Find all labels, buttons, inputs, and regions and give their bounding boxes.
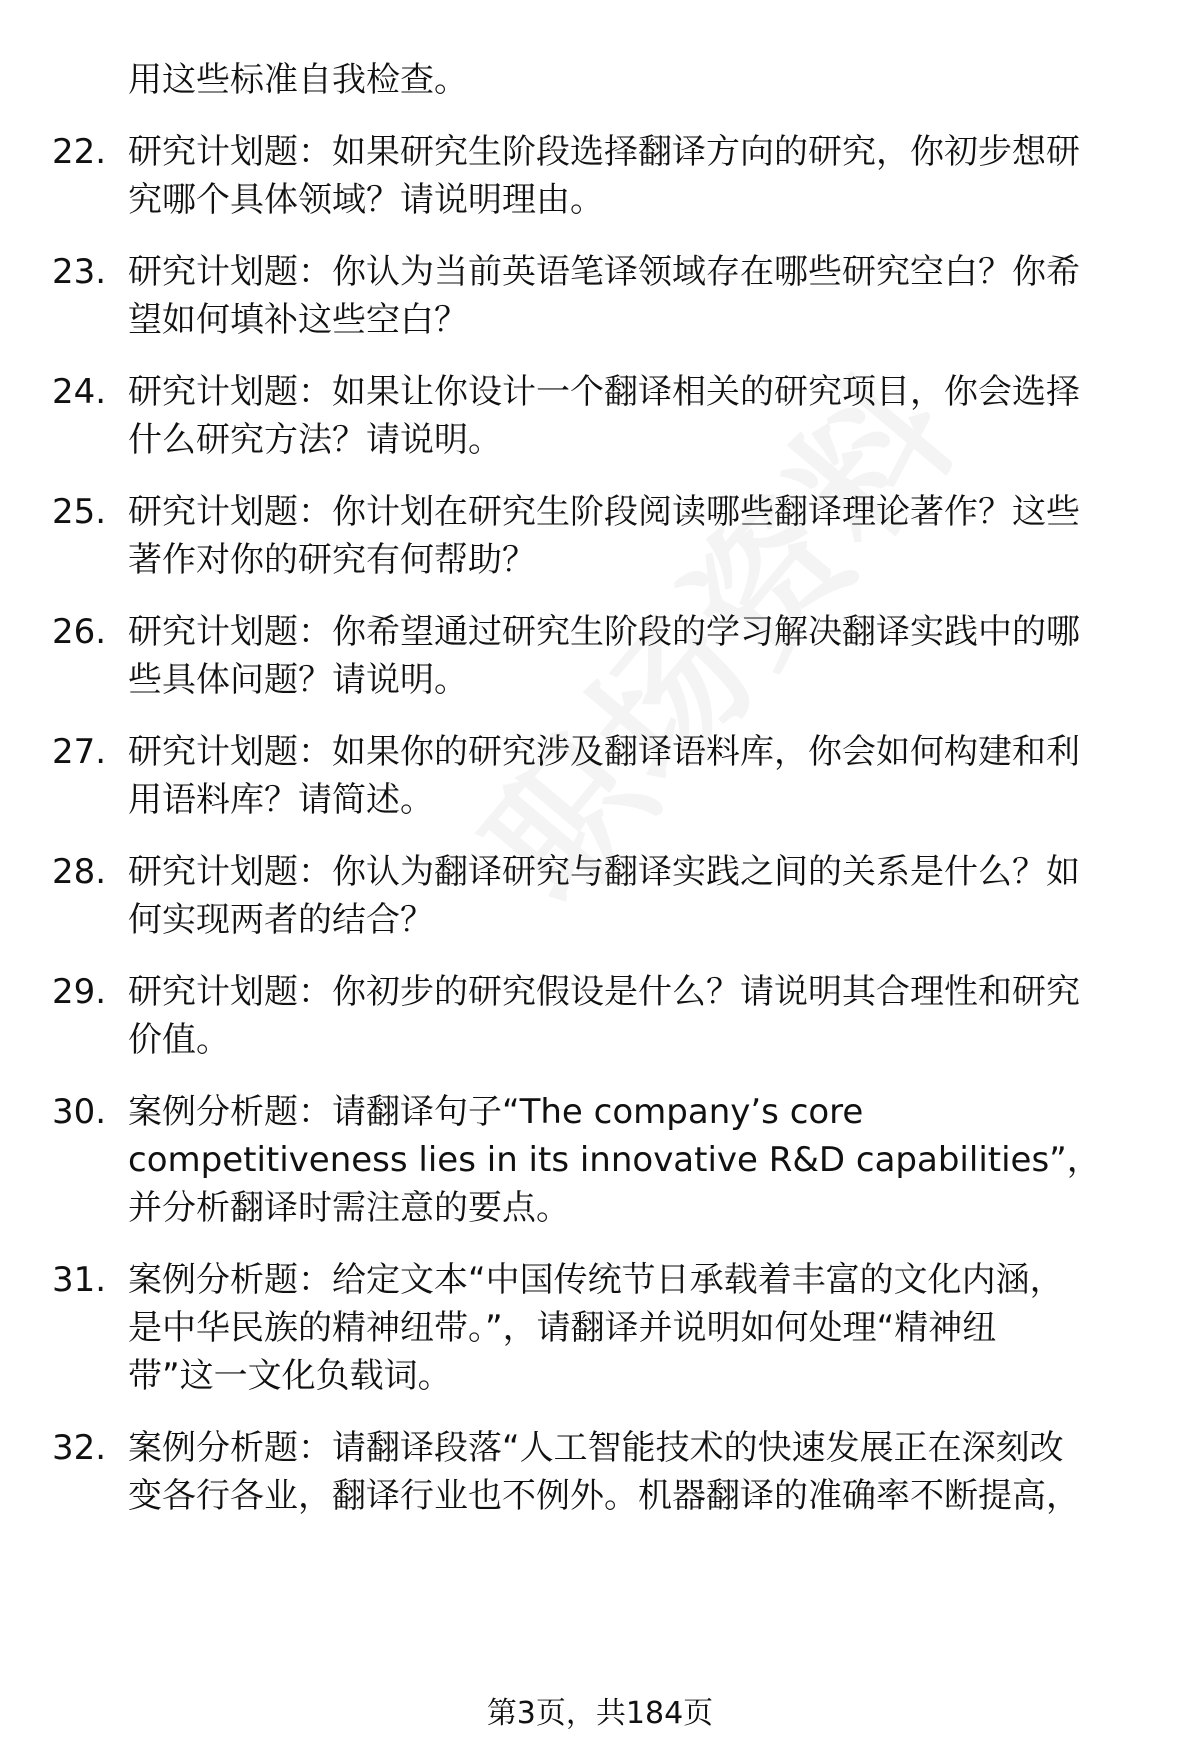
continuation-text: 用这些标准自我检查。 [128, 60, 468, 100]
item-text-line: 研究计划题：你认为当前英语笔译领域存在哪些研究空白？你希 [128, 252, 1080, 292]
item-text-line: 案例分析题：请翻译句子“The company’s core [128, 1092, 864, 1132]
item-text-line: 研究计划题：你计划在研究生阶段阅读哪些翻译理论著作？这些 [128, 492, 1080, 532]
item-number: 24. [52, 372, 107, 412]
item-number: 27. [52, 732, 107, 772]
item-number: 22. [52, 132, 107, 172]
item-text-line: 带”这一文化负载词。 [128, 1356, 452, 1396]
item-text-line: competitiveness lies in its innovative R&D capabilities”， [128, 1140, 1101, 1180]
item-text-line: 望如何填补这些空白？ [128, 300, 468, 340]
item-number: 32. [52, 1428, 107, 1468]
item-text-line: 研究计划题：你希望通过研究生阶段的学习解决翻译实践中的哪 [128, 612, 1080, 652]
item-number: 26. [52, 612, 107, 652]
item-number: 31. [52, 1260, 107, 1300]
item-text-line: 用语料库？请简述。 [128, 780, 434, 820]
item-text-line: 研究计划题：如果你的研究涉及翻译语料库，你会如何构建和利 [128, 732, 1080, 772]
item-text-line: 案例分析题：给定文本“中国传统节日承载着丰富的文化内涵， [128, 1260, 1064, 1300]
item-number: 28. [52, 852, 107, 892]
item-text-line: 什么研究方法？请说明。 [128, 420, 502, 460]
item-text-line: 价值。 [128, 1020, 230, 1060]
item-number: 25. [52, 492, 107, 532]
item-text-line: 究哪个具体领域？请说明理由。 [128, 180, 604, 220]
item-text-line: 何实现两者的结合？ [128, 900, 434, 940]
page-footer: 第3页，共184页 [486, 1696, 714, 1731]
item-text-line: 些具体问题？请说明。 [128, 660, 468, 700]
item-text-line: 是中华民族的精神纽带。”，请翻译并说明如何处理“精神纽 [128, 1308, 997, 1348]
item-text-line: 著作对你的研究有何帮助？ [128, 540, 536, 580]
item-text-line: 研究计划题：如果让你设计一个翻译相关的研究项目，你会选择 [128, 372, 1080, 412]
item-text-line: 案例分析题：请翻译段落“人工智能技术的快速发展正在深刻改 [128, 1428, 1064, 1468]
item-text-line: 并分析翻译时需注意的要点。 [128, 1188, 570, 1228]
item-number: 23. [52, 252, 107, 292]
item-number: 30. [52, 1092, 107, 1132]
item-text-line: 研究计划题：你初步的研究假设是什么？请说明其合理性和研究 [128, 972, 1080, 1012]
item-text-line: 研究计划题：你认为翻译研究与翻译实践之间的关系是什么？如 [128, 852, 1080, 892]
item-text-line: 变各行各业，翻译行业也不例外。机器翻译的准确率不断提高， [128, 1476, 1080, 1516]
item-number: 29. [52, 972, 107, 1012]
item-text-line: 研究计划题：如果研究生阶段选择翻译方向的研究，你初步想研 [128, 132, 1080, 172]
